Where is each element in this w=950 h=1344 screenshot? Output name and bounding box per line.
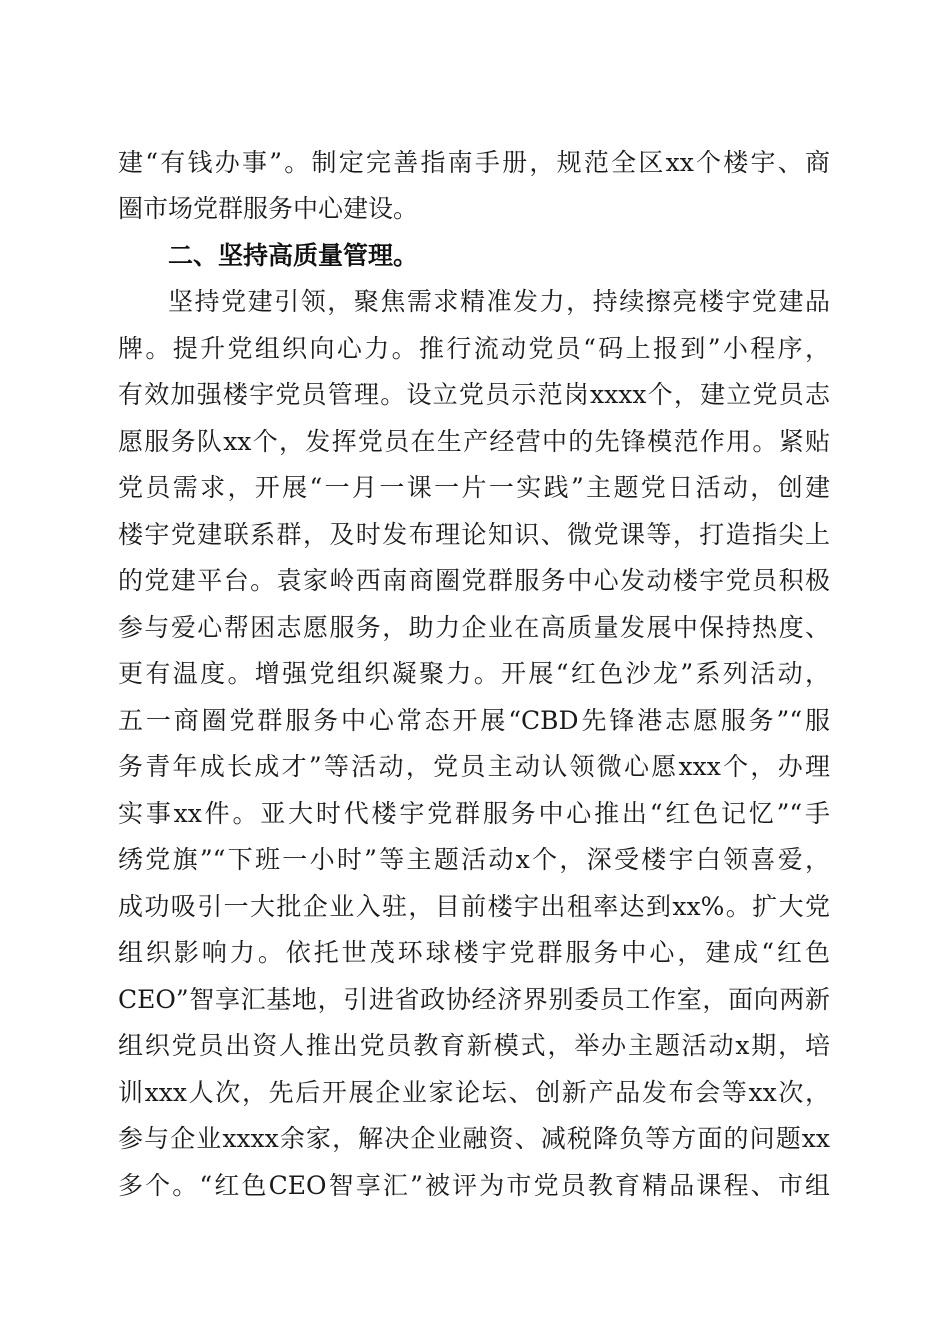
body-line-19: 参与企业xxxx余家，解决企业融资、减税降负等方面的问题xx <box>118 1124 830 1153</box>
body-line-12: 实事xx件。亚大时代楼宇党群服务中心推出“红色记忆”“手 <box>118 799 830 828</box>
intro-line-1: 建“有钱办事”。制定完善指南手册，规范全区xx个楼宇、商 <box>118 148 830 177</box>
body-line-18: 训xxx人次，先后开展企业家论坛、创新产品发布会等xx次， <box>118 1078 830 1107</box>
body-line-13: 绣党旗”“下班一小时”等主题活动x个，深受楼宇白领喜爱， <box>118 845 830 874</box>
body-line-17: 组织党员出资人推出党员教育新模式，举办主题活动x期，培 <box>118 1031 830 1060</box>
body-line-9: 更有温度。增强党组织凝聚力。开展“红色沙龙”系列活动， <box>118 659 830 688</box>
body-line-16: CEO”智享汇基地，引进省政协经济界别委员工作室，面向两新 <box>118 985 830 1014</box>
body-line-1: 坚持党建引领，聚焦需求精准发力，持续擦亮楼宇党建品 <box>168 287 830 316</box>
body-line-4: 愿服务队xx个，发挥党员在生产经营中的先锋模范作用。紧贴 <box>118 427 830 456</box>
body-line-15: 组织影响力。依托世茂环球楼宇党群服务中心，建成“红色 <box>118 938 830 967</box>
body-line-6: 楼宇党建联系群，及时发布理论知识、微党课等，打造指尖上 <box>118 520 830 549</box>
body-line-8: 参与爱心帮困志愿服务，助力企业在高质量发展中保持热度、 <box>118 613 830 642</box>
intro-line-2: 圈市场党群服务中心建设。 <box>118 194 419 223</box>
body-line-14: 成功吸引一大批企业入驻，目前楼宇出租率达到xx%。扩大党 <box>118 892 830 921</box>
body-line-10: 五一商圈党群服务中心常态开展“CBD先锋港志愿服务”“服 <box>118 706 830 735</box>
body-line-11: 务青年成长成才”等活动，党员主动认领微心愿xxx个，办理 <box>118 752 830 781</box>
section-heading: 二、坚持高质量管理。 <box>168 241 419 270</box>
body-line-7: 的党建平台。袁家岭西南商圈党群服务中心发动楼宇党员积极 <box>118 566 830 595</box>
body-line-20: 多个。“红色CEO智享汇”被评为市党员教育精品课程、市组 <box>118 1171 830 1200</box>
body-line-3: 有效加强楼宇党员管理。设立党员示范岗xxxx个，建立党员志 <box>118 380 830 409</box>
body-line-2: 牌。提升党组织向心力。推行流动党员“码上报到”小程序， <box>118 334 830 363</box>
body-line-5: 党员需求，开展“一月一课一片一实践”主题党日活动，创建 <box>118 473 830 502</box>
